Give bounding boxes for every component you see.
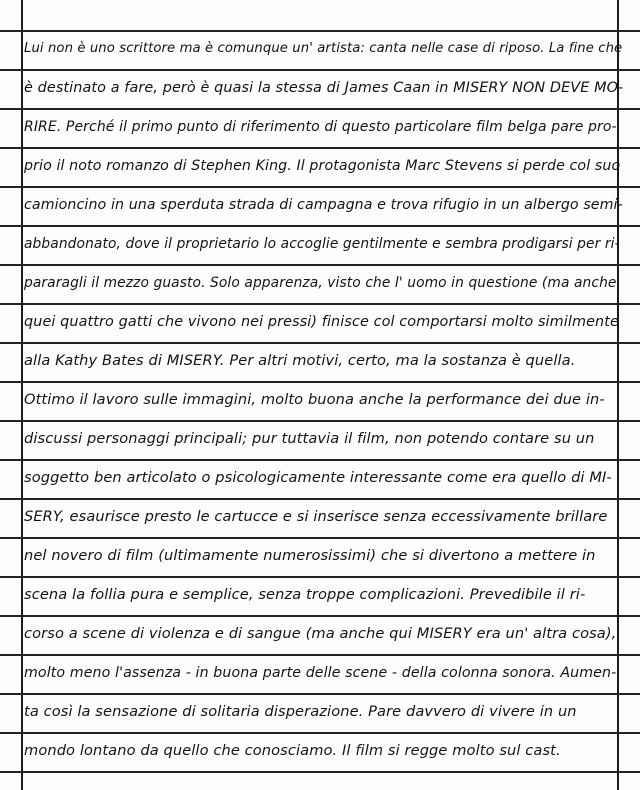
handwritten-line: ta così la sensazione di solitaria disperazione. Pare davvero di vivere in un <box>24 703 577 720</box>
ruled-line <box>0 30 640 32</box>
ruled-line <box>0 576 640 578</box>
ruled-line <box>0 654 640 656</box>
handwritten-line: prio il noto romanzo di Stephen King. Il protagonista Marc Stevens si perde col suo <box>24 158 621 174</box>
handwritten-line: quei quattro gatti che vivono nei pressi) finisce col comportarsi molto similmente <box>24 314 619 330</box>
ruled-line <box>0 342 640 344</box>
ruled-line <box>0 420 640 422</box>
ruled-line <box>0 771 640 773</box>
handwritten-line: è destinato a fare, però è quasi la stessa di James Caan in MISERY NON DEVE MO- <box>24 80 624 96</box>
handwritten-line: Ottimo il lavoro sulle immagini, molto buona anche la performance dei due in- <box>24 391 605 408</box>
ruled-line <box>0 303 640 305</box>
handwritten-line: discussi personaggi principali; pur tuttavia il film, non potendo contare su un <box>24 430 595 447</box>
left-margin-line <box>21 0 23 790</box>
ruled-line <box>0 732 640 734</box>
handwritten-line: abbandonato, dove il proprietario lo accoglie gentilmente e sembra prodigarsi per ri- <box>24 236 620 252</box>
ruled-line <box>0 69 640 71</box>
handwritten-line: alla Kathy Bates di MISERY. Per altri motivi, certo, ma la sostanza è quella. <box>24 352 576 369</box>
ruled-line <box>0 498 640 500</box>
ruled-line <box>0 537 640 539</box>
handwritten-line: RIRE. Perché il primo punto di riferimento di questo particolare film belga pare pro- <box>24 119 617 135</box>
handwritten-line: soggetto ben articolato o psicologicamente interessante come era quello di MI- <box>24 469 612 486</box>
handwritten-line: pararagli il mezzo guasto. Solo apparenza, visto che l' uomo in questione (ma anche <box>24 275 617 291</box>
ruled-line <box>0 186 640 188</box>
handwritten-line: scena la follia pura e semplice, senza troppe complicazioni. Prevedibile il ri- <box>24 586 586 603</box>
ruled-line <box>0 615 640 617</box>
ruled-line <box>0 381 640 383</box>
ruled-line <box>0 225 640 227</box>
handwritten-line: corso a scene di violenza e di sangue (ma anche qui MISERY era un' altra cosa), <box>24 625 617 642</box>
ruled-line <box>0 264 640 266</box>
handwritten-line: camioncino in una sperduta strada di campagna e trova rifugio in un albergo semi- <box>24 197 623 213</box>
handwritten-line: SERY, esaurisce presto le cartucce e si inserisce senza eccessivamente brillare <box>24 508 608 525</box>
handwritten-line: Lui non è uno scrittore ma è comunque un' artista: canta nelle case di riposo. La fine che <box>24 41 623 56</box>
ruled-line <box>0 147 640 149</box>
handwritten-line: mondo lontano da quello che conosciamo. Il film si regge molto sul cast. <box>24 742 561 759</box>
ruled-line <box>0 108 640 110</box>
ruled-line <box>0 693 640 695</box>
handwritten-line: molto meno l'assenza - in buona parte delle scene - della colonna sonora. Aumen- <box>24 665 617 681</box>
ruled-line <box>0 459 640 461</box>
handwritten-line: nel novero di film (ultimamente numerosissimi) che si divertono a mettere in <box>24 547 596 564</box>
